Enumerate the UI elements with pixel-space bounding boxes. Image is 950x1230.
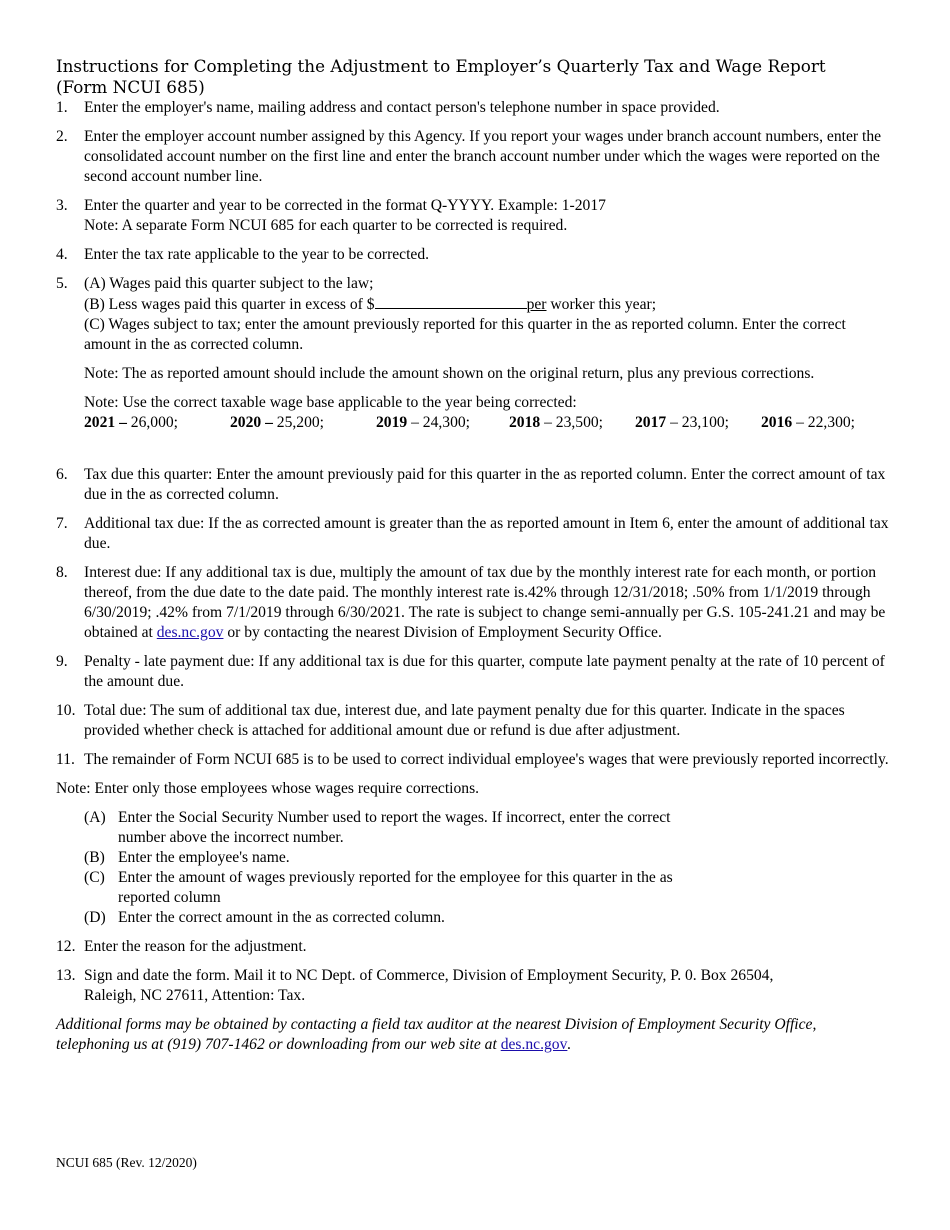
instruction-1 (56, 98, 896, 118)
sub-label: (A) (84, 809, 106, 826)
sub-text-2: number above the incorrect number. (118, 829, 344, 846)
item-5a: (A) Wages paid this quarter subject to the law; (84, 275, 374, 292)
des-website-link[interactable]: des.nc.gov (500, 1036, 568, 1053)
item-number: 12. (56, 938, 76, 955)
item-text: Additional tax due: If the as corrected amount is greater than the as reported amount in Item 6, enter the amount of additional tax due. (84, 515, 889, 552)
item-number: 3. (56, 197, 68, 214)
rate-amount: – 22,300; (792, 414, 855, 431)
closing-text: telephoning us at (919) 707-1462 or downloading from our web site at (56, 1036, 501, 1053)
page-title (56, 56, 896, 98)
rate-amount: – 23,100; (666, 414, 729, 431)
sub-item-b (56, 848, 896, 868)
instructions-page (56, 56, 896, 1055)
sub-text-1: Enter the Social Security Number used to report the wages. If incorrect, enter the correct (118, 809, 671, 826)
item-number: 11. (56, 751, 75, 768)
instruction-11 (56, 750, 896, 770)
item-5b (84, 294, 896, 315)
instruction-9 (56, 652, 896, 692)
sub-item-d (56, 908, 896, 928)
item-number: 9. (56, 653, 68, 670)
item-number: 5. (56, 275, 68, 292)
item-text: Penalty - late payment due: If any additional tax is due for this quarter, compute late payment penalty at the rate of 10 percent of the amount due. (84, 653, 885, 690)
item-5c: (C) Wages subject to tax; enter the amount previously reported for this quarter in the as reported column. Enter the correct amount in the as corrected column. (84, 316, 846, 353)
item-5-note-2: Note: Use the correct taxable wage base applicable to the year being corrected: (84, 394, 577, 411)
instruction-12 (56, 937, 896, 957)
item-5b-per: per (526, 296, 547, 313)
item-text: Enter the tax rate applicable to the year to be corrected. (84, 246, 430, 263)
rate-2019 (376, 413, 509, 433)
instruction-2 (56, 127, 896, 187)
rate-2021 (84, 413, 230, 433)
item-note: Note: A separate Form NCUI 685 for each quarter to be corrected is required. (84, 217, 568, 234)
item-text: Tax due this quarter: Enter the amount previously paid for this quarter in the as reported column. Enter the correct amount of tax due in the as corrected column. (84, 466, 886, 503)
sub-item-c (56, 868, 896, 908)
instruction-7 (56, 514, 896, 554)
item-text-1: Sign and date the form. Mail it to NC Dept. of Commerce, Division of Employment Security, P. 0. Box 26504, (84, 967, 774, 984)
employee-note: Note: Enter only those employees whose wages require corrections. (56, 780, 480, 797)
wage-base-blank (375, 294, 527, 309)
closing-line-1: Additional forms may be obtained by contacting a field tax auditor at the nearest Division of Employment Security Office, (56, 1016, 817, 1033)
item-5-note-1: Note: The as reported amount should include the amount shown on the original return, plus any previous corrections. (84, 365, 815, 382)
instruction-8 (56, 563, 896, 643)
instruction-10 (56, 701, 896, 741)
sub-text-2: reported column (118, 889, 221, 906)
sub-text-1: Enter the amount of wages previously reported for the employee for this quarter in the as (118, 869, 673, 886)
rate-year: 2017 (635, 414, 667, 431)
title-line-1: Instructions for Completing the Adjustment to Employer’s Quarterly Tax and Wage Report (56, 56, 826, 76)
item-number: 8. (56, 564, 68, 581)
sub-label: (D) (84, 909, 106, 926)
closing-paragraph (56, 1015, 896, 1055)
item-5b-pre: (B) Less wages paid this quarter in excess of $ (84, 296, 375, 313)
rate-2020 (230, 413, 376, 433)
item-text: The remainder of Form NCUI 685 is to be used to correct individual employee's wages that were previously reported incorrectly. (84, 751, 889, 768)
closing-line-2 (56, 1035, 896, 1055)
rate-2016 (761, 413, 855, 433)
sub-label: (B) (84, 849, 105, 866)
item-text-end: or by contacting the nearest Division of Employment Security Office. (223, 624, 662, 641)
rate-year: 2019 (376, 414, 408, 431)
instruction-13 (56, 966, 896, 1006)
form-revision-footer: NCUI 685 (Rev. 12/2020) (56, 1155, 197, 1170)
rate-amount: – 24,300; (407, 414, 470, 431)
instruction-4 (56, 245, 896, 265)
item-text: Enter the reason for the adjustment. (84, 938, 307, 955)
item-number: 13. (56, 967, 76, 984)
item-text-2: Raleigh, NC 27611, Attention: Tax. (84, 987, 306, 1004)
sub-text-1: Enter the employee's name. (118, 849, 290, 866)
item-text: Enter the quarter and year to be corrected in the format Q-YYYY. Example: 1-2017 (84, 197, 606, 214)
rate-2018 (509, 413, 635, 433)
closing-period: . (567, 1036, 572, 1053)
rate-year: 2021 – (84, 414, 127, 431)
sub-item-a (56, 808, 896, 848)
rate-amount: 26,000; (126, 414, 179, 431)
instruction-5 (56, 274, 896, 433)
item-text: Interest due: If any additional tax is due, multiply the amount of tax due by the monthly interest rate for each month, or portion thereof, from the due date to the date paid. The monthly interest rate is.42% through 12/31/2018; .50% from 1/1/2019 through 6/30/2019; .42% from 7/1/2019 through 6/30/2021. The rate is subject to change semi-annually per G.S. 105-241.21 and may be obtained at (84, 564, 886, 641)
item-number: 10. (56, 702, 76, 719)
rate-2017 (635, 413, 761, 433)
item-number: 1. (56, 99, 68, 116)
sub-label: (C) (84, 869, 105, 886)
item-5b-post: worker this year; (546, 296, 657, 313)
rate-year: 2016 (761, 414, 793, 431)
item-number: 7. (56, 515, 68, 532)
rate-amount: 25,200; (272, 414, 325, 431)
employee-sub-items (56, 808, 896, 928)
instruction-3 (56, 196, 896, 236)
des-link[interactable]: des.nc.gov (156, 624, 224, 641)
rate-year: 2018 (509, 414, 541, 431)
item-text: Total due: The sum of additional tax due, interest due, and late payment penalty due for this quarter. Indicate in the spaces provided whether check is attached for additional amount due or refund is due after adjustment. (84, 702, 845, 739)
instruction-6 (56, 465, 896, 505)
title-line-2: (Form NCUI 685) (56, 77, 205, 97)
rate-year: 2020 – (230, 414, 273, 431)
rate-amount: – 23,500; (540, 414, 603, 431)
item-number: 4. (56, 246, 68, 263)
item-text: Enter the employer account number assigned by this Agency. If you report your wages under branch account numbers, enter the consolidated account number on the first line and enter the branch account number under which the wages were reported on the second account number line. (84, 128, 882, 185)
item-text: Enter the employer's name, mailing address and contact person's telephone number in space provided. (84, 99, 720, 116)
item-number: 2. (56, 128, 68, 145)
wage-base-rates (84, 413, 896, 433)
item-number: 6. (56, 466, 68, 483)
sub-text-1: Enter the correct amount in the as corrected column. (118, 909, 445, 926)
